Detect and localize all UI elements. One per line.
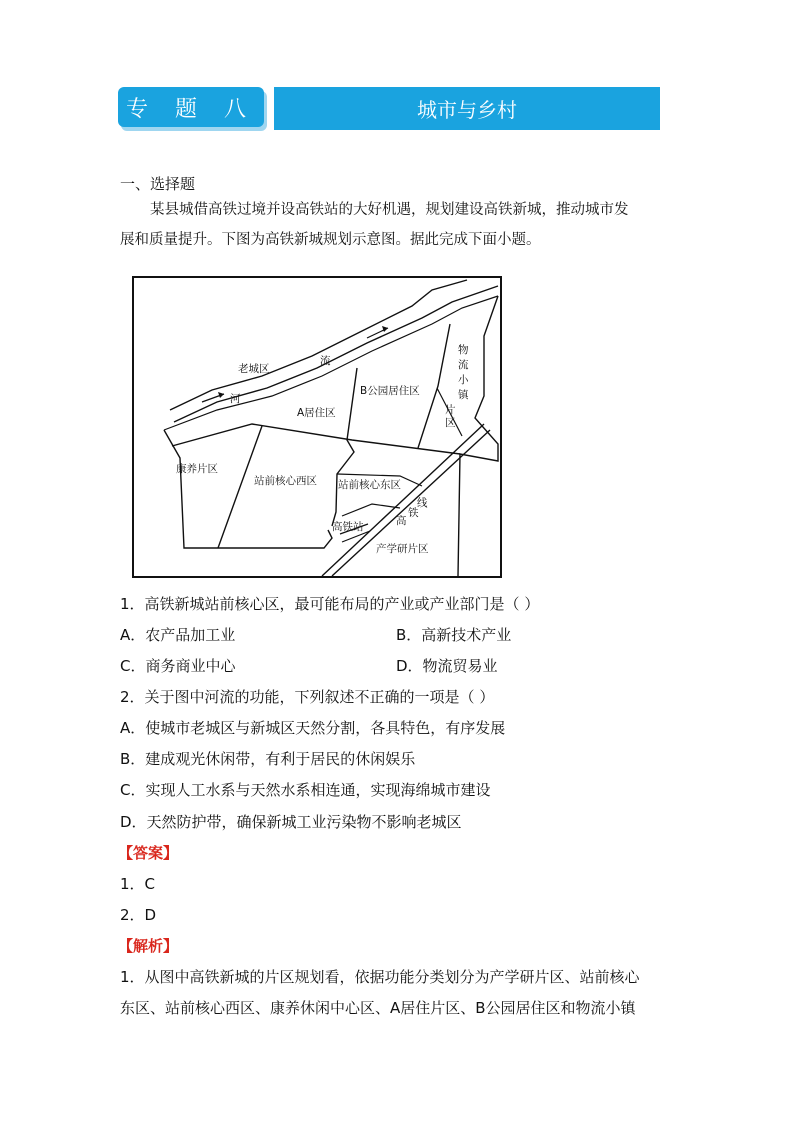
analysis-heading: 【解析】 [118, 937, 179, 955]
label-logistics-6: 区 [445, 417, 456, 429]
label-logistics-1: 物 [458, 344, 469, 356]
answer-1: 1．C [120, 875, 156, 893]
question-2-option-b: B．建成观光休闲带，有利于居民的休闲娱乐 [120, 750, 416, 768]
analysis-line-2: 东区、站前核心西区、康养休闲中心区、A居住片区、B公园居住区和物流小镇 [120, 999, 636, 1017]
label-a-residential: A居住区 [297, 407, 336, 419]
question-2-option-c: C．实现人工水系与天然水系相连通，实现海绵城市建设 [120, 781, 491, 799]
label-b-park: B公园居住区 [360, 385, 420, 397]
question-1-option-a: A．农产品加工业 [120, 626, 236, 644]
section-heading: 一、选择题 [120, 175, 196, 193]
label-rail-3: 高 [396, 515, 407, 527]
question-1-option-d: D．物流贸易业 [396, 657, 498, 675]
label-old-city: 老城区 [238, 363, 270, 375]
label-river-1: 流 [320, 355, 331, 367]
answer-2: 2．D [120, 906, 157, 924]
label-logistics-3: 小 [458, 374, 469, 386]
label-logistics-2: 流 [458, 359, 469, 371]
question-1-option-c: C．商务商业中心 [120, 657, 236, 675]
question-1-option-b: B．高新技术产业 [396, 626, 512, 644]
map-figure [132, 276, 502, 578]
intro-line-2: 展和质量提升。下图为高铁新城规划示意图。据此完成下面小题。 [120, 232, 541, 248]
topic-label: 专 题 八 [118, 87, 264, 127]
label-rail-2: 铁 [408, 507, 419, 519]
label-research: 产学研片区 [376, 543, 429, 555]
topic-title: 城市与乡村 [274, 87, 660, 130]
intro-line-1: 某县城借高铁过境并设高铁站的大好机遇，规划建设高铁新城，推动城市发 [150, 202, 629, 218]
label-station: 高铁站 [332, 521, 364, 533]
label-logistics-4: 镇 [458, 389, 469, 401]
label-river-2: 河 [230, 393, 241, 405]
label-kangyang: 康养片区 [176, 463, 218, 475]
answer-heading: 【答案】 [118, 844, 179, 862]
question-2-option-d: D．天然防护带，确保新城工业污染物不影响老城区 [120, 813, 462, 831]
label-core-west: 站前核心西区 [254, 475, 317, 487]
label-logistics-5: 片 [445, 404, 456, 416]
question-1-stem: 1．高铁新城站前核心区，最可能布局的产业或产业部门是（ ） [120, 595, 540, 613]
question-2-stem: 2．关于图中河流的功能，下列叙述不正确的一项是（ ） [120, 688, 495, 706]
analysis-line-1: 1．从图中高铁新城的片区规划看，依据功能分类划分为产学研片区、站前核心 [120, 968, 640, 986]
label-core-east: 站前核心东区 [338, 479, 401, 491]
question-2-option-a: A．使城市老城区与新城区天然分割，各具特色，有序发展 [120, 719, 506, 737]
label-rail-1: 线 [417, 497, 428, 509]
